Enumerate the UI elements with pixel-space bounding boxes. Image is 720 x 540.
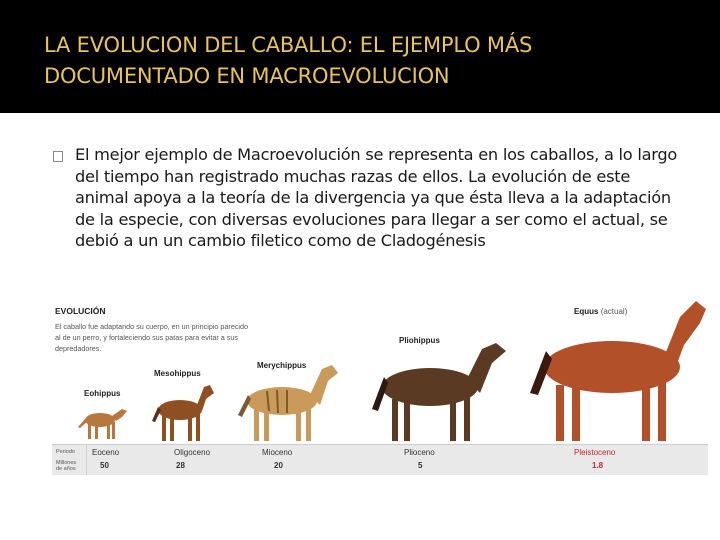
species-name: Pliohippus [399,336,440,345]
timeline-period-highlighted: Pleistoceno [574,448,616,457]
timeline-value: 28 [176,461,185,470]
timeline-row-label-years: Millones de años [56,460,77,472]
slide-title: LA EVOLUCION DEL CABALLO: EL EJEMPLO MÁS DOCUMENTADO EN MACROEVOLUCION [44,33,533,88]
eohippus-horse-illustration [78,409,127,439]
species-note: (actual) [600,307,628,316]
timeline-value: 5 [418,461,423,470]
timeline-value: 50 [100,461,109,470]
timeline-value-highlighted: 1.8 [592,461,604,470]
species-name: Eohippus [84,389,121,398]
figure-title: EVOLUCIÓN [55,306,106,316]
timeline-period: Eoceno [92,448,120,457]
timeline-value: 20 [274,461,283,470]
timeline-period: Mioceno [262,448,293,457]
horse-evolution-figure [52,289,708,477]
title-bar [0,0,720,113]
figure-caption: El caballo fue adaptando su cuerpo, en un principio parecido al de un perro, y fortaleciendo sus patas para evitar a sus depredadores. [55,322,248,353]
timeline-period: Oligoceno [174,448,211,457]
equus-horse-illustration [530,301,706,441]
timeline-row-label-period: Periodo [56,449,75,455]
geologic-timeline [52,444,708,475]
horse-illustrations [52,289,708,447]
pliohippus-horse-illustration [372,343,506,441]
species-name: Mesohippus [154,369,201,378]
species-name: Equus [574,307,599,316]
bullet-square-icon [53,151,63,162]
mesohippus-horse-illustration [152,385,214,441]
merychippus-horse-illustration [238,365,338,441]
timeline-period: Plioceno [404,448,435,457]
bullet-paragraph: El mejor ejemplo de Macroevolución se representa en los caballos, a lo largo del tiempo han registrado muchas razas de ellos. La evolución de este animal apoya a la teoría de la divergencia ya que ésta lleva a la adaptación de la especie, con diversas evoluciones para llegar a ser como el actual, se debió a un un cambio filetico como de Cladogénesis [75,145,678,251]
species-name: Merychippus [257,361,307,370]
timeline-divider [86,445,87,475]
